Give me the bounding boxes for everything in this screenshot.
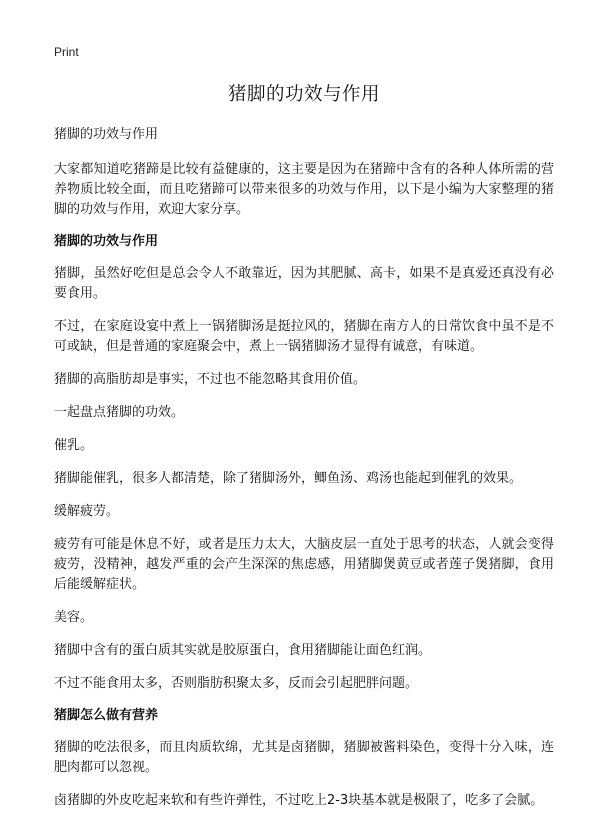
section-heading-benefits: 猪脚的功效与作用 [54,234,159,249]
paragraph: 不过不能食用太多，否则脂肪积聚太多，反而会引起肥胖问题。 [54,676,419,691]
paragraph: 一起盘点猪脚的功效。 [54,405,185,420]
page-title: 猪脚的功效与作用 [227,84,380,105]
paragraph: 猪脚，虽然好吃但是总会令人不敢靠近，因为其肥腻、高卡，如果不是真爱还真没有必要食用。 [54,266,554,301]
paragraph: 猪脚的吃法很多，而且肉质软绵，尤其是卤猪脚，猪脚被酱料染色，变得十分入味，连肥肉都可以忽视。 [54,740,554,775]
intro-paragraph: 大家都知道吃猪蹄是比较有益健康的，这主要是因为在猪蹄中含有的各种人体所需的营养物质比较全面，而且吃猪蹄可以带来很多的功效与作用，以下是小编为大家整理的猪脚的功效与作用，欢迎大家分享。 [54,162,554,217]
paragraph: 缓解疲劳。 [54,504,120,519]
paragraph: 疲劳有可能是休息不好，或者是压力太大，大脑皮层一直处于思考的状态，人就会变得疲劳，没精神，越发严重的会产生深深的焦虑感，用猪脚煲黄豆或者莲子煲猪脚，食用后能缓解症状。 [54,537,554,592]
document-page [54,44,554,824]
paragraph: 催乳。 [54,438,94,453]
paragraph: 卤猪脚的外皮吃起来软和有些许弹性，不过吃上2-3块基本就是极限了，吃多了会腻。 [54,793,544,808]
paragraph: 猪脚的高脂肪却是事实，不过也不能忽略其食用价值。 [54,372,367,387]
print-link[interactable]: Print [54,45,79,59]
paragraph: 美容。 [54,610,94,625]
paragraph: 猪脚中含有的蛋白质其实就是胶原蛋白，食用猪脚能让面色红润。 [54,643,432,658]
paragraph: 猪脚能催乳，很多人都清楚，除了猪脚汤外，鲫鱼汤、鸡汤也能起到催乳的效果。 [54,471,523,486]
section-heading-cooking: 猪脚怎么做有营养 [54,708,159,723]
paragraph: 不过，在家庭设宴中煮上一锅猪脚汤是挺拉风的，猪脚在南方人的日常饮食中虽不是不可或缺，但是普通的家庭聚会中，煮上一锅猪脚汤才显得有诚意，有味道。 [54,319,554,354]
intro-subtitle: 猪脚的功效与作用 [54,127,159,142]
